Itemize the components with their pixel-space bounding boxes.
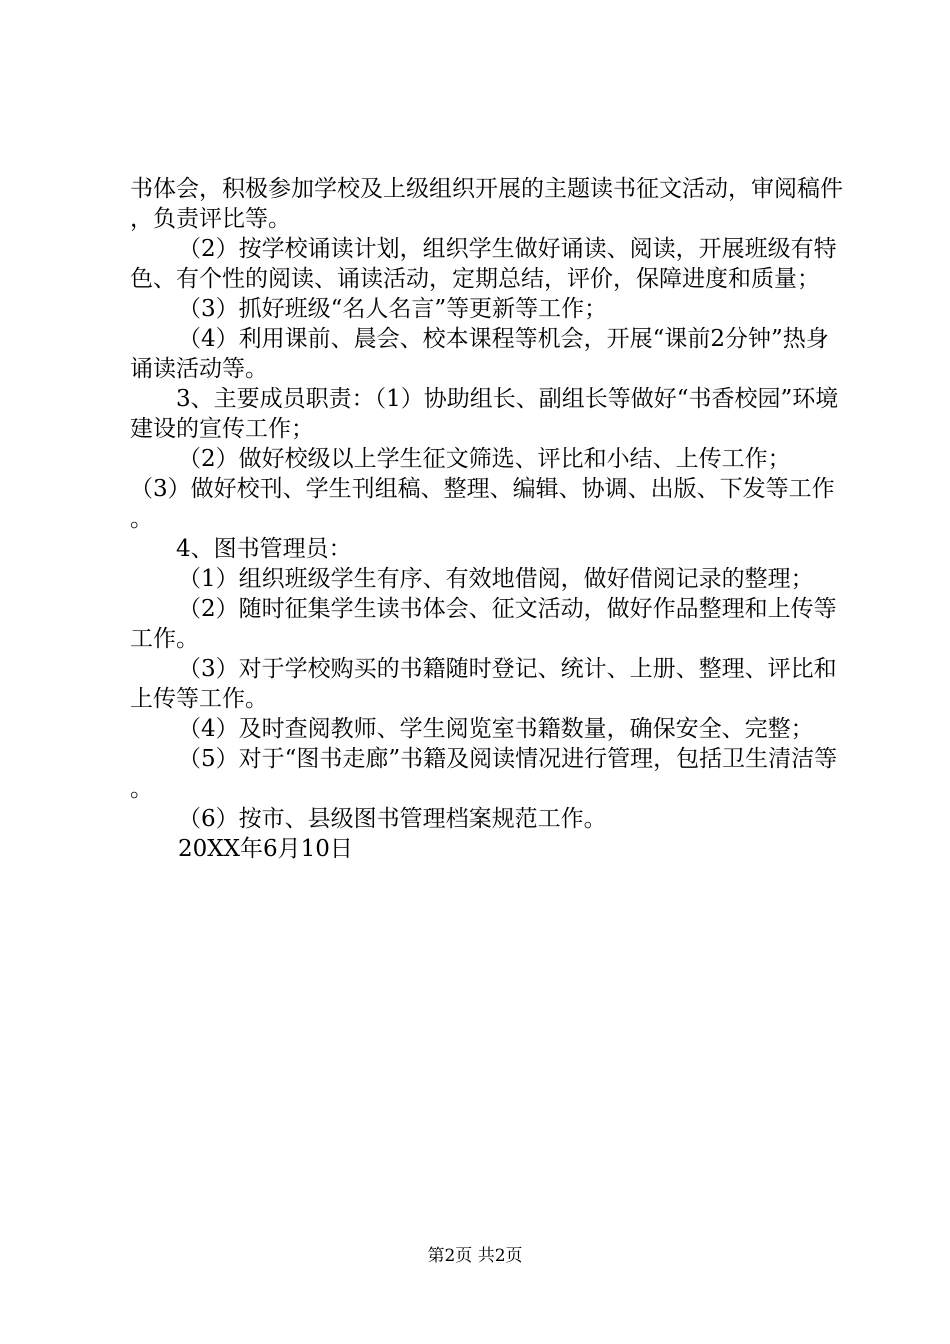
paragraph-school-journal: （3）做好校刊、学生刊组稿、整理、编辑、协调、出版、下发等工作。 (130, 476, 835, 532)
paragraph-member-duties: 3、主要成员职责：（1）协助组长、副组长等做好“书香校园”环境建设的宣传工作； (130, 386, 839, 442)
document-body (130, 174, 845, 864)
paragraph-famous-quotes: （3）抓好班级“名人名言”等更新等工作； (178, 296, 608, 322)
paragraph-recitation-plan: （2）按学校诵读计划，组织学生做好诵读、阅读，开展班级有特色、有个性的阅读、诵读活动，定期总结，评价，保障进度和质量； (130, 236, 837, 292)
page-footer: 第2页 共2页 (427, 1246, 523, 1266)
paragraph-orderly-borrowing: （1）组织班级学生有序、有效地借阅，做好借阅记录的整理； (178, 566, 814, 592)
paragraph-essay-screening: （2）做好校级以上学生征文筛选、评比和小结、上传工作； (178, 446, 791, 472)
paragraph-collect-works: （2）随时征集学生读书体会、征文活动，做好作品整理和上传等工作。 (130, 596, 837, 652)
document-date: 20XX年6月10日 (178, 836, 353, 862)
paragraph-archive-standards: （6）按市、县级图书管理档案规范工作。 (178, 806, 607, 832)
paragraph-book-corridor: （5）对于“图书走廊”书籍及阅读情况进行管理，包括卫生清洁等。 (130, 746, 838, 802)
paragraph-reading-reflection: 书体会，积极参加学校及上级组织开展的主题读书征文活动，审阅稿件，负责评比等。 (130, 176, 843, 232)
paragraph-warmup-recitation: （4）利用课前、晨会、校本课程等机会，开展“课前2分钟”热身诵读活动等。 (130, 326, 829, 382)
paragraph-reading-room-check: （4）及时查阅教师、学生阅览室书籍数量，确保安全、完整； (178, 716, 814, 742)
paragraph-book-registration: （3）对于学校购买的书籍随时登记、统计、上册、整理、评比和上传等工作。 (130, 656, 837, 712)
paragraph-librarian-heading: 4、图书管理员： (176, 536, 352, 562)
